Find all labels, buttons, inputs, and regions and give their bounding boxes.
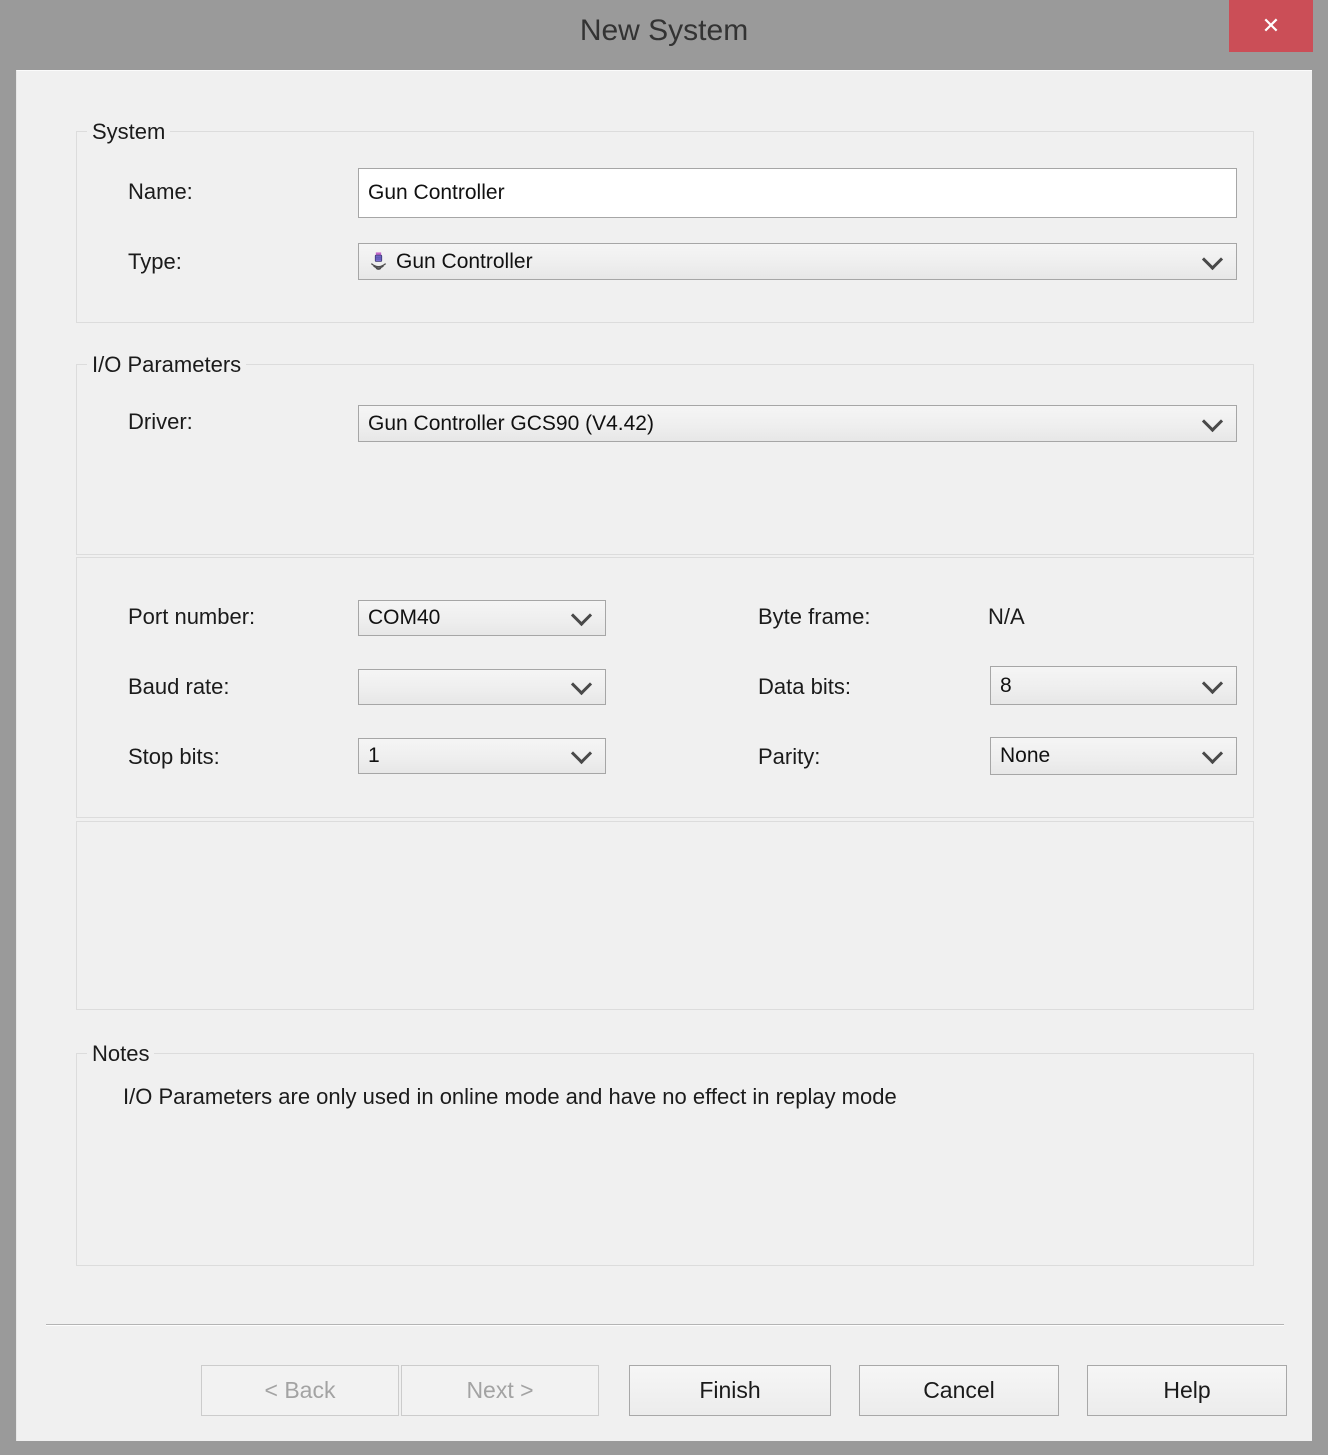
chevron-down-icon xyxy=(571,674,592,695)
byte-frame-label: Byte frame: xyxy=(758,604,871,629)
driver-value: Gun Controller GCS90 (V4.42) xyxy=(368,411,654,435)
stop-bits-value: 1 xyxy=(368,744,380,767)
gun-controller-device-icon xyxy=(368,251,389,272)
port-number-dropdown[interactable] xyxy=(358,600,606,636)
window-title: New System xyxy=(579,14,749,47)
name-input[interactable] xyxy=(358,168,1237,218)
notes-text: I/O Parameters are only used in online mode and have no effect in replay mode xyxy=(123,1084,897,1109)
stop-bits-label: Stop bits: xyxy=(128,744,220,769)
byte-frame-value: N/A xyxy=(988,604,1025,629)
back-button[interactable]: < Back xyxy=(201,1365,399,1416)
data-bits-dropdown[interactable] xyxy=(990,666,1237,705)
data-bits-label: Data bits: xyxy=(758,674,851,699)
data-bits-value: 8 xyxy=(1000,673,1012,697)
system-group xyxy=(76,119,1254,323)
parity-label: Parity: xyxy=(758,744,821,769)
port-number-value: COM40 xyxy=(368,606,441,629)
notes-legend: Notes xyxy=(87,1041,154,1067)
type-value: Gun Controller xyxy=(396,249,533,273)
next-button[interactable]: Next > xyxy=(401,1365,599,1416)
driver-dropdown[interactable] xyxy=(358,405,1237,442)
dialog-body xyxy=(16,70,1312,1441)
io-parameters-legend: I/O Parameters xyxy=(87,352,246,378)
title-bar[interactable] xyxy=(0,0,1328,70)
close-button[interactable] xyxy=(1229,0,1313,52)
io-parameters-group xyxy=(76,352,1254,555)
close-icon: ✕ xyxy=(1261,13,1281,38)
port-settings-group xyxy=(76,557,1254,818)
chevron-down-icon xyxy=(1202,743,1223,764)
chevron-down-icon xyxy=(571,743,592,764)
extra-parameters-group xyxy=(76,821,1254,1010)
chevron-down-icon xyxy=(571,605,592,626)
finish-button[interactable]: Finish xyxy=(629,1365,831,1416)
button-separator xyxy=(46,1324,1284,1326)
help-button[interactable]: Help xyxy=(1087,1365,1287,1416)
parity-value: None xyxy=(1000,744,1051,767)
driver-label: Driver: xyxy=(128,409,193,434)
system-group-legend: System xyxy=(87,119,170,145)
baud-rate-dropdown[interactable] xyxy=(358,669,606,705)
chevron-down-icon xyxy=(1202,248,1223,269)
port-number-label: Port number: xyxy=(128,604,256,629)
name-label: Name: xyxy=(128,179,193,204)
type-label: Type: xyxy=(128,249,182,274)
chevron-down-icon xyxy=(1202,410,1223,431)
chevron-down-icon xyxy=(1202,672,1223,693)
type-dropdown[interactable] xyxy=(358,243,1237,280)
stop-bits-dropdown[interactable] xyxy=(358,738,606,774)
baud-rate-label: Baud rate: xyxy=(128,674,230,699)
notes-group xyxy=(76,1041,1254,1266)
cancel-button[interactable]: Cancel xyxy=(859,1365,1059,1416)
parity-dropdown[interactable] xyxy=(990,737,1237,775)
